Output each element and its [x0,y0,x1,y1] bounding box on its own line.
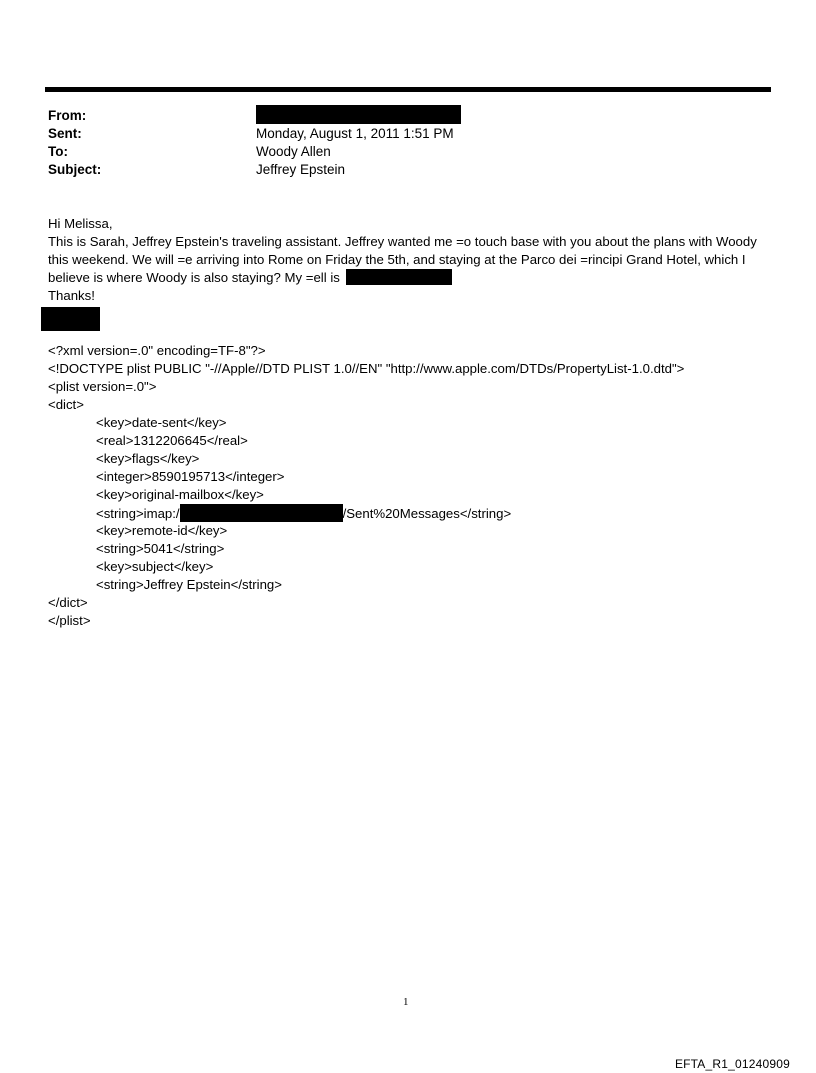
plist-xml-declaration: <?xml version=.0" encoding=TF-8"?> [48,343,266,358]
key-remote-id: <key>remote-id</key> [96,523,228,538]
greeting: Hi Melissa, [48,216,113,231]
redaction-box-from [256,105,461,124]
dict-close-tag: </dict> [48,595,88,610]
string-imap-line [96,504,511,523]
redaction-box-imap [180,504,343,522]
body-line-3 [48,269,783,287]
dict-open-tag: <dict> [48,397,84,412]
to-row [48,143,748,161]
document-id: EFTA_R1_01240909 [674,1057,790,1071]
key-subject: <key>subject</key> [96,559,214,574]
redaction-box-cell [346,269,452,285]
plist-open-tag: <plist version=.0"> [48,379,157,394]
sent-label: Sent: [48,126,82,141]
plist-close-tag: </plist> [48,613,91,628]
real-value: <real>1312206645</real> [96,433,248,448]
from-label: From: [48,108,87,123]
string-imap-prefix: <string>imap:/ [96,506,180,521]
string-imap-suffix: /Sent%20Messages</string> [342,506,512,521]
key-date-sent: <key>date-sent</key> [96,415,227,430]
body-line-2: this weekend. We will =e arriving into Rome on Friday the 5th, and staying at the Parco dei =rincipi Grand Hotel, which I [48,252,746,267]
string-remote-id: <string>5041</string> [96,541,225,556]
redaction-box-signature [41,307,100,331]
integer-value: <integer>8590195713</integer> [96,469,285,484]
page-number: 1 [403,996,409,1008]
subject-label: Subject: [48,162,102,177]
string-subject: <string>Jeffrey Epstein</string> [96,577,282,592]
sent-row [48,125,748,143]
plist-doctype: <!DOCTYPE plist PUBLIC "-//Apple//DTD PLIST 1.0//EN" "http://www.apple.com/DTDs/PropertyList-1.0.dtd"> [48,361,685,376]
closing: Thanks! [48,288,95,303]
subject-row [48,161,748,179]
body-line-1: This is Sarah, Jeffrey Epstein's traveling assistant. Jeffrey wanted me =o touch base with you about the plans with Woody [48,234,757,249]
to-value: Woody Allen [256,144,331,159]
body-line-3-text: believe is where Woody is also staying? My =ell is [48,270,340,285]
key-flags: <key>flags</key> [96,451,200,466]
subject-value: Jeffrey Epstein [256,162,346,177]
to-label: To: [48,144,68,159]
key-original-mailbox: <key>original-mailbox</key> [96,487,264,502]
header-divider-rule [45,87,771,92]
sent-value: Monday, August 1, 2011 1:51 PM [256,126,454,141]
from-row [48,107,748,125]
